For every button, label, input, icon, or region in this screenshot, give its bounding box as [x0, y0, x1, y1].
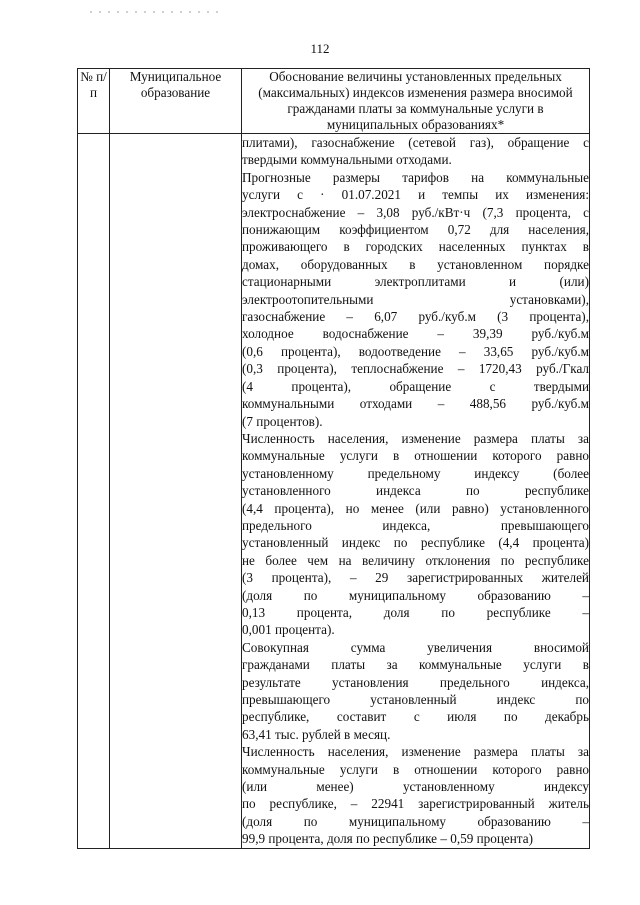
cell-number — [78, 134, 110, 849]
cell-municipality — [110, 134, 242, 849]
table-row — [78, 134, 590, 849]
text-line: (0,6 процента), водоотведение – 33,65 руб./куб.м — [242, 343, 589, 359]
text-line: установленного индекса по республике — [242, 483, 589, 499]
text-line: (4 процента), обращение с твердыми — [242, 378, 589, 394]
text-line: холодное водоснабжение – 39,39 руб./куб.м — [242, 326, 589, 342]
text-line: коммунальными отходами – 488,56 руб./куб.м — [242, 396, 589, 412]
text-line: не более чем на величину отклонения по республике — [242, 552, 589, 568]
header-justification: Обоснование величины установленных предельных (максимальных) индексов изменения размера вносимой гражданами платы за коммунальные услуги в муниципальных образованиях* — [242, 69, 590, 134]
text-line: установленному предельному индексу (более — [242, 465, 589, 481]
text-line: твердыми коммунальными отходами. — [242, 152, 452, 168]
text-line: 99,9 процента, доля по республике – 0,59 процента) — [242, 831, 533, 847]
text-line: установленный индекс по республике (4,4 процента) — [242, 535, 589, 551]
text-line: 63,41 тыс. рублей в месяц. — [242, 726, 391, 742]
justification-text — [242, 134, 589, 848]
text-line: Численность населения, изменение размера платы за — [242, 744, 589, 760]
text-line: Прогнозные размеры тарифов на коммунальные — [242, 169, 589, 185]
text-line: (или менее) установленному индексу — [242, 779, 589, 795]
text-line: электроотопительными установками), — [242, 291, 589, 307]
table-header-row — [78, 69, 590, 134]
text-line: понижающим коэффициентом 0,72 для населения, — [242, 222, 589, 238]
text-line: (4,4 процента), но менее (или равно) установленного — [242, 500, 589, 516]
text-line: (доля по муниципальному образованию – — [242, 587, 589, 603]
text-line: предельного индекса, превышающего — [242, 517, 589, 533]
cell-justification — [242, 134, 590, 849]
text-line: по республике, – 22941 зарегистрированный житель — [242, 796, 589, 812]
header-number: № п/п — [78, 69, 110, 134]
municipal-tariff-table — [77, 68, 590, 849]
text-line: домах, оборудованных в установленном порядке — [242, 256, 589, 272]
page-number: 112 — [310, 41, 330, 56]
text-line: 0,13 процента, доля по республике – — [242, 604, 589, 620]
text-line: гражданами платы за коммунальные услуги в — [242, 657, 589, 673]
text-line: (7 процентов). — [242, 413, 323, 429]
text-line: коммунальные услуги в отношении которого равно — [242, 761, 589, 777]
text-line: результате установления предельного индекса, — [242, 674, 589, 690]
text-line: республике, составит с июля по декабрь — [242, 709, 589, 725]
text-line: превышающего установленный индекс по — [242, 692, 589, 707]
text-line: Совокупная сумма увеличения вносимой — [242, 639, 589, 655]
text-line: проживающего в городских населенных пунктах в — [242, 239, 589, 255]
header-municipality: Муниципальное образование — [110, 69, 242, 134]
text-line: газоснабжение – 6,07 руб./куб.м (3 процента), — [242, 309, 589, 325]
text-line: плитами), газоснабжение (сетевой газ), обращение с — [242, 135, 589, 150]
text-line: коммунальные услуги в отношении которого равно — [242, 448, 589, 464]
scan-artifact — [90, 11, 220, 13]
text-line: (доля по муниципальному образованию – — [242, 813, 589, 829]
text-line: 0,001 процента). — [242, 622, 335, 638]
text-line: (3 процента), – 29 зарегистрированных жителей — [242, 570, 589, 586]
text-line: услуги с · 01.07.2021 и темпы их изменения: — [242, 187, 589, 203]
text-line: стационарными электроплитами и (или) — [242, 274, 589, 290]
text-line: Численность населения, изменение размера платы за — [242, 430, 589, 446]
text-line: (0,3 процента), теплоснабжение – 1720,43 руб./Гкал — [242, 361, 589, 377]
text-line: электроснабжение – 3,08 руб./кВт·ч (7,3 процента, с — [242, 204, 589, 220]
